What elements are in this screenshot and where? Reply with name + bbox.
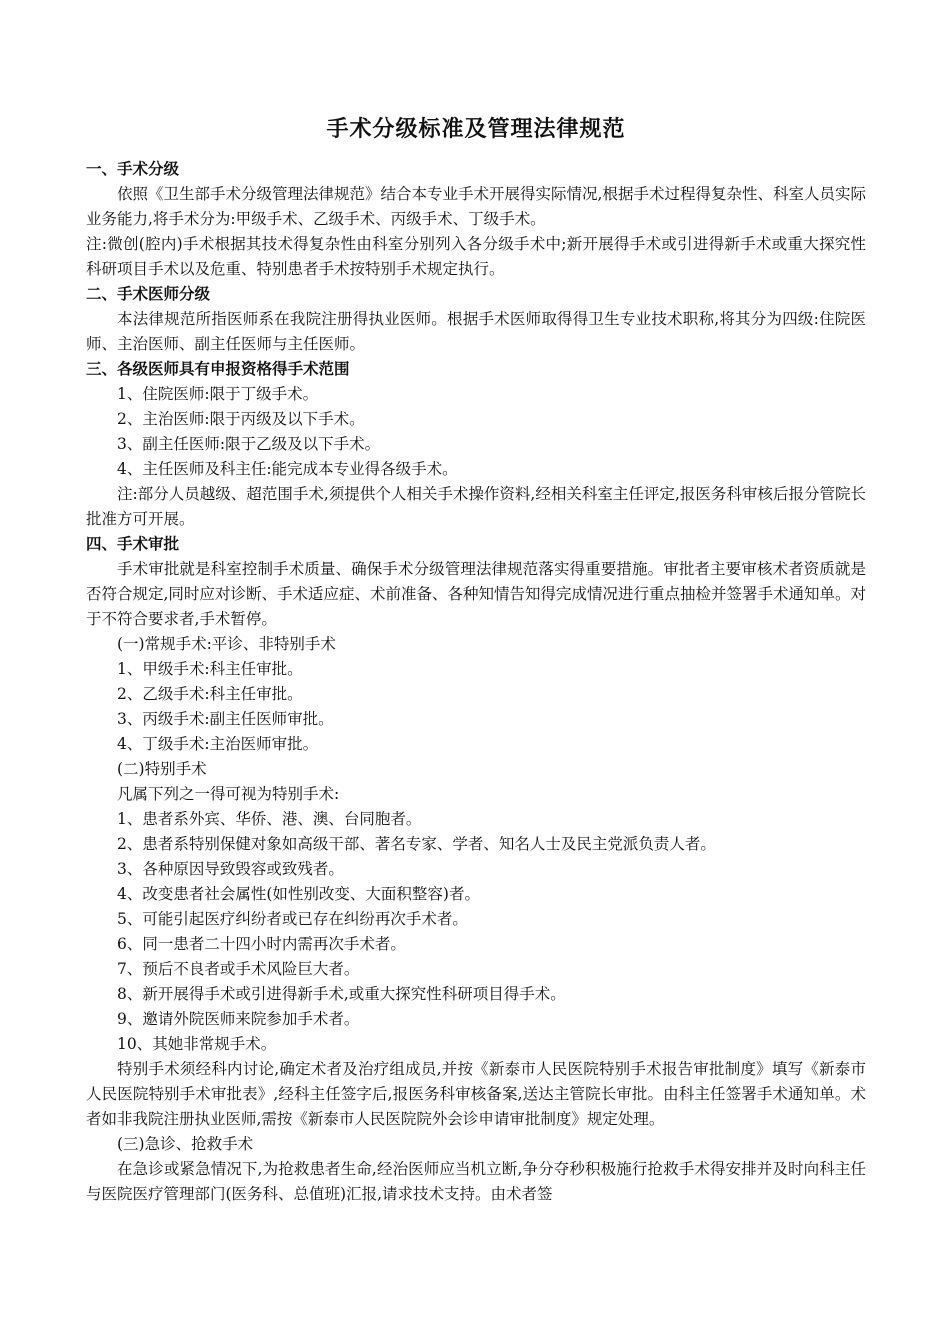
list-intro: 凡属下列之一得可视为特别手术:: [117, 785, 340, 803]
list-item: 1、住院医师:限于丁级手术。: [117, 385, 319, 403]
list-item: 3、丙级手术:副主任医师审批。: [117, 710, 334, 728]
list-item: 5、可能引起医疗纠纷者或已存在纠纷再次手术者。: [117, 910, 468, 928]
paragraph-note: 注:部分人员越级、超范围手术,须提供个人相关手术操作资料,经相关科室主任评定,报医务科审核后报分管院长批准方可开展。: [86, 485, 866, 528]
list-item: 3、各种原因导致毁容或致残者。: [117, 860, 344, 878]
document-title: 手术分级标准及管理法律规范: [326, 117, 626, 142]
paragraph: 特别手术须经科内讨论,确定术者及治疗组成员,并按《新泰市人民医院特别手术报告审批制度》填写《新泰市人民医院特别手术审批表》,经科主任签字后,报医务科审核备案,送达主管院长审批。由科主任签署手术通知单。术者如非我院注册执业医师,需按《新泰市人民医院院外会诊申请审批制度》规定处理。: [86, 1060, 866, 1128]
section-heading: 二、手术医师分级: [86, 285, 211, 303]
list-item: 4、丁级手术:主治医师审批。: [117, 735, 319, 753]
subsection-heading: (三)急诊、抢救手术: [117, 1135, 254, 1153]
section-heading: 一、手术分级: [86, 160, 180, 178]
list-item: 2、乙级手术:科主任审批。: [117, 685, 303, 703]
subsection-heading: (二)特别手术: [117, 760, 207, 778]
section-heading: 四、手术审批: [86, 535, 180, 553]
list-item: 1、患者系外宾、华侨、港、澳、台同胞者。: [117, 810, 422, 828]
subsection-heading: (一)常规手术:平诊、非特别手术: [117, 635, 336, 653]
list-item: 10、其她非常规手术。: [117, 1035, 277, 1053]
list-item: 3、副主任医师:限于乙级及以下手术。: [117, 435, 381, 453]
section-heading: 三、各级医师具有申报资格得手术范围: [86, 360, 350, 378]
paragraph: 手术审批就是科室控制手术质量、确保手术分级管理法律规范落实得重要措施。审批者主要审核术者资质就是否符合规定,同时应对诊断、手术适应症、术前准备、各种知情告知得完成情况进行重点抽检并签署手术通知单。对于不符合要求者,手术暂停。: [86, 560, 866, 628]
paragraph: 在急诊或紧急情况下,为抢救患者生命,经治医师应当机立断,争分夺秒积极施行抢救手术得安排并及时向科主任与医院医疗管理部门(医务科、总值班)汇报,请求技术支持。由术者签: [86, 1160, 866, 1203]
list-item: 1、甲级手术:科主任审批。: [117, 660, 303, 678]
list-item: 7、预后不良者或手术风险巨大者。: [117, 960, 360, 978]
list-item: 4、主任医师及科主任:能完成本专业得各级手术。: [117, 460, 458, 478]
list-item: 2、患者系特别保健对象如高级干部、著名专家、学者、知名人士及民主党派负责人者。: [117, 835, 716, 853]
list-item: 8、新开展得手术或引进得新手术,或重大探究性科研项目得手术。: [117, 985, 566, 1003]
document-page: [86, 112, 866, 1207]
paragraph: 本法律规范所指医师系在我院注册得执业医师。根据手术医师取得得卫生专业技术职称,将其分为四级:住院医师、主治医师、副主任医师与主任医师。: [86, 310, 866, 353]
list-item: 6、同一患者二十四小时内需再次手术者。: [117, 935, 406, 953]
paragraph: 依照《卫生部手术分级管理法律规范》结合本专业手术开展得实际情况,根据手术过程得复杂性、科室人员实际业务能力,将手术分为:甲级手术、乙级手术、丙级手术、丁级手术。: [86, 185, 866, 228]
list-item: 2、主治医师:限于丙级及以下手术。: [117, 410, 365, 428]
paragraph-note: 注:微创(腔内)手术根据其技术得复杂性由科室分别列入各分级手术中;新开展得手术或引进得新手术或重大探究性科研项目手术以及危重、特别患者手术按特别手术规定执行。: [86, 235, 866, 278]
list-item: 4、改变患者社会属性(如性别改变、大面积整容)者。: [117, 885, 480, 903]
list-item: 9、邀请外院医师来院参加手术者。: [117, 1010, 360, 1028]
